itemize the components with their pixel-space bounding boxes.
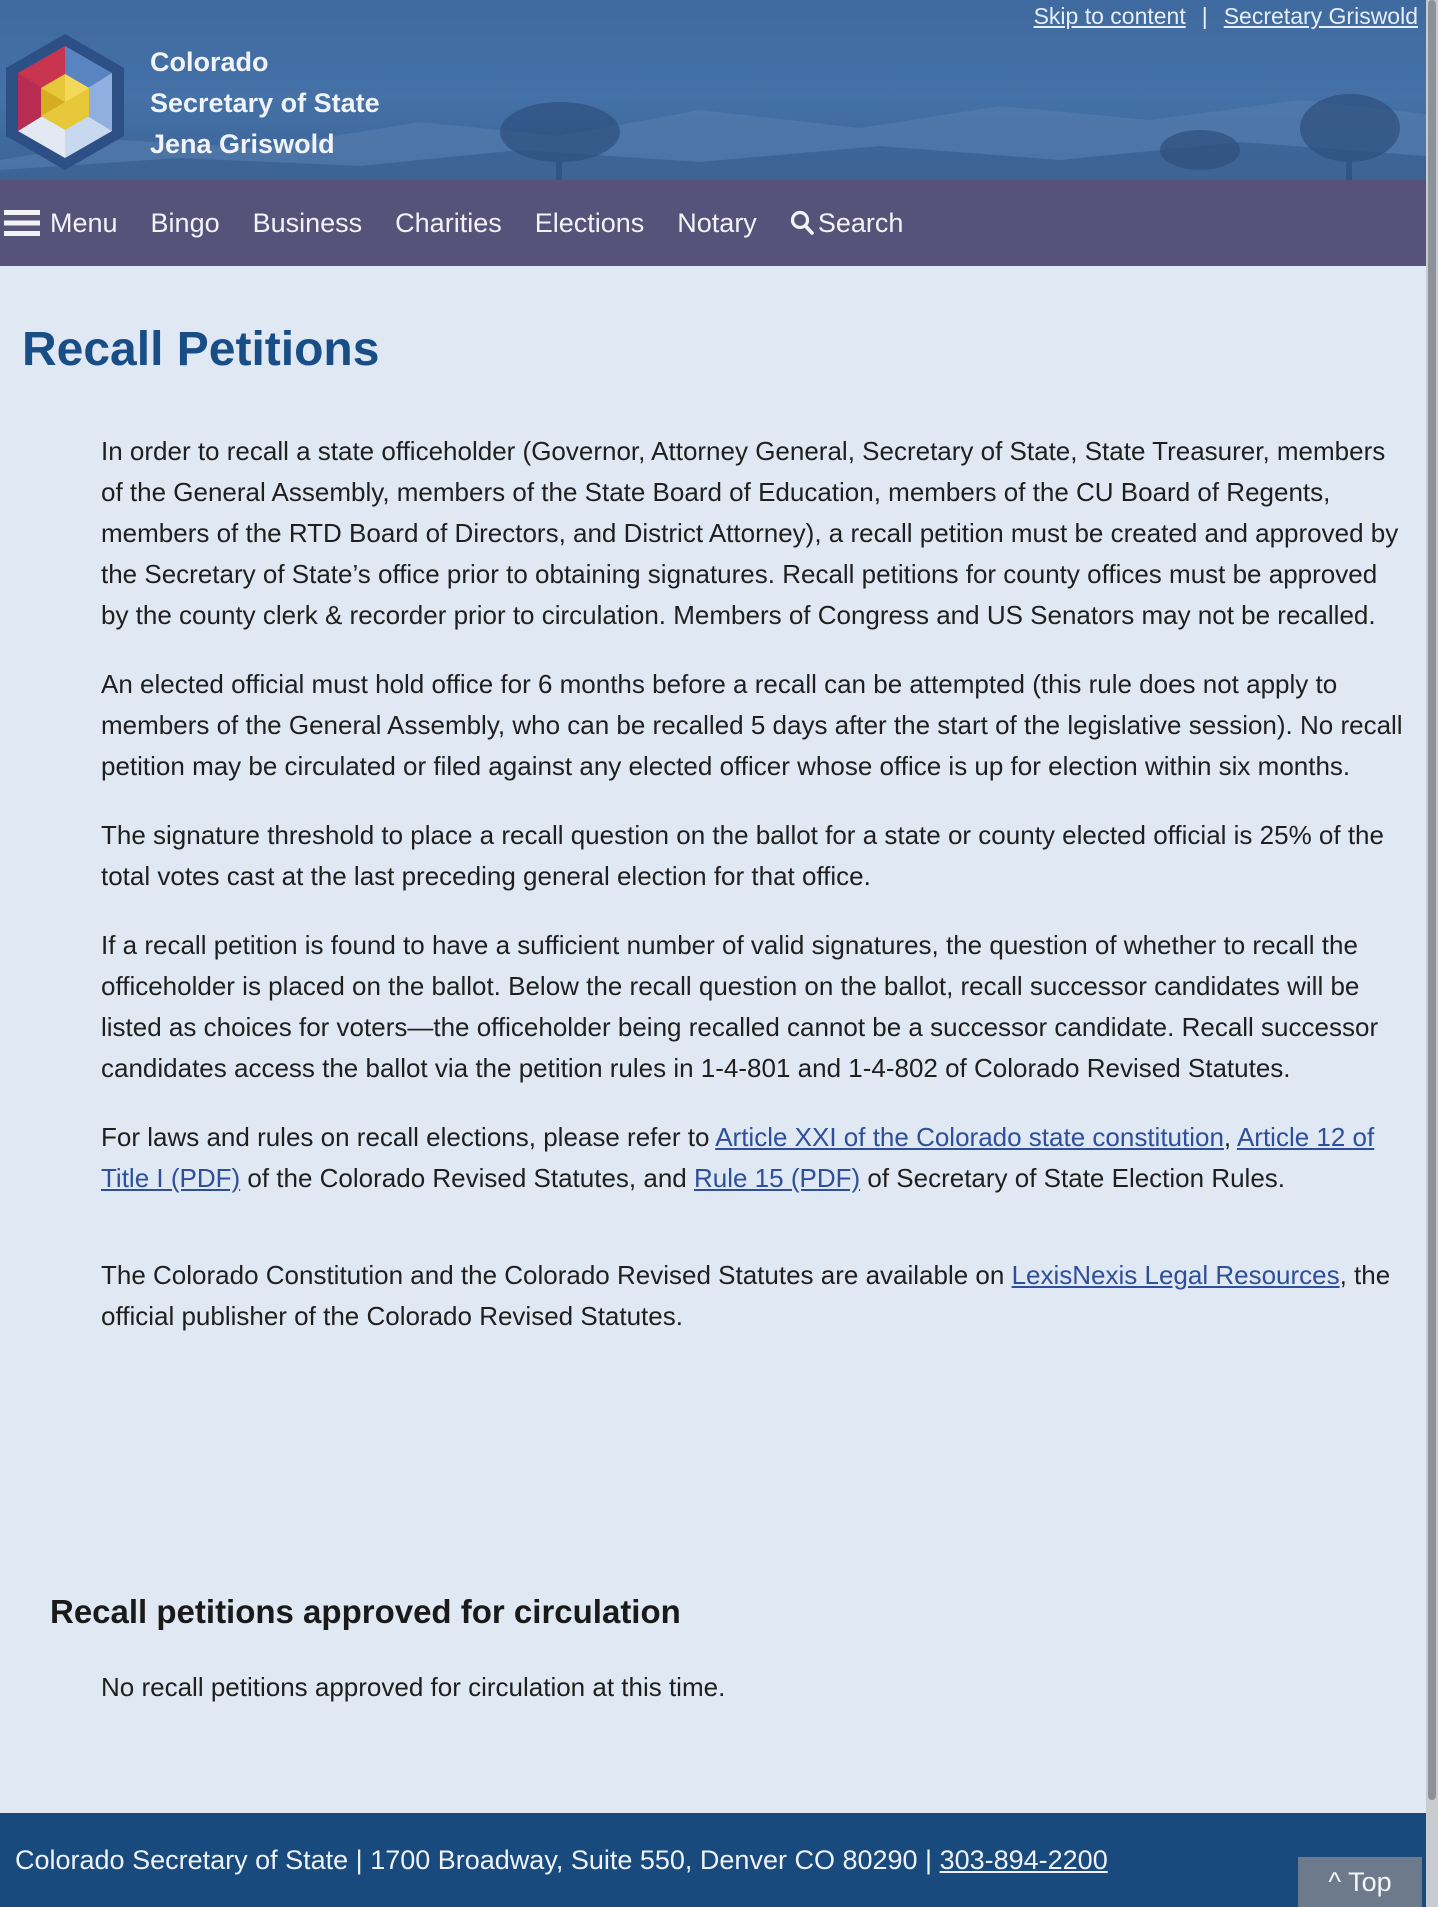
nav-search[interactable] xyxy=(790,180,904,266)
article-xxi-link[interactable]: Article XXI of the Colorado state constitution xyxy=(715,1122,1224,1152)
paragraph-laws-and-rules xyxy=(101,1117,1411,1199)
nav-menu-label: Menu xyxy=(50,207,118,238)
scrollbar-thumb[interactable] xyxy=(1428,0,1436,1800)
brand-office: Secretary of State xyxy=(150,88,380,118)
nav-bingo-label: Bingo xyxy=(150,207,220,238)
laws-text-3: of the Colorado Revised Statutes, and xyxy=(240,1163,694,1193)
utility-separator: | xyxy=(1201,2,1208,29)
nav-bingo[interactable] xyxy=(151,180,220,266)
nav-notary[interactable] xyxy=(677,180,757,266)
brand-official: Jena Griswold xyxy=(150,129,335,159)
rule-15-link[interactable]: Rule 15 (PDF) xyxy=(693,1163,861,1193)
paragraph-office-duration: An elected official must hold office for 6 months before a recall can be attempted (this rule does not apply to members of the General Assembly, who can be recalled 5 days after the start of the legislative session). No recall petition may be circulated or filed against any elected officer whose office is up for election within six months. xyxy=(101,669,1403,781)
secretary-griswold-link[interactable]: Secretary Griswold xyxy=(1223,2,1418,29)
footer-contact xyxy=(15,1845,1108,1876)
nav-search-label: Search xyxy=(817,207,904,238)
colorado-sos-logo xyxy=(2,32,128,172)
nav-business-label: Business xyxy=(252,207,363,238)
paragraph-successor-candidates: If a recall petition is found to have a sufficient number of valid signatures, the question of whether to recall the officeholder is placed on the ballot. Below the recall question on the ballot, recall successor candidates will be listed as choices for voters—the officeholder being recalled cannot be a successor candidate. Recall successor candidates access the ballot via the petition rules in 1-4-801 and 1-4-802 of Colorado Revised Statutes. xyxy=(101,930,1379,1083)
approved-petitions-heading: Recall petitions approved for circulation xyxy=(50,1593,681,1630)
nav-charities-label: Charities xyxy=(395,207,502,238)
laws-text-2: , xyxy=(1223,1122,1237,1152)
site-footer xyxy=(0,1813,1426,1907)
article-body xyxy=(101,431,1411,1365)
brand-state: Colorado xyxy=(150,47,269,77)
page-scrollbar[interactable] xyxy=(1426,0,1438,1907)
lexis-text-2: , the official publisher of the Colorado Revised Statutes. xyxy=(101,1260,1391,1331)
footer-phone-link[interactable]: 303-894-2200 xyxy=(939,1844,1108,1875)
hamburger-icon xyxy=(4,208,40,238)
approved-petitions-status: No recall petitions approved for circulation at this time. xyxy=(101,1672,726,1702)
nav-business[interactable] xyxy=(253,180,363,266)
footer-address: Colorado Secretary of State | 1700 Broadway, Suite 550, Denver CO 80290 | xyxy=(15,1844,940,1875)
nav-menu[interactable] xyxy=(4,180,118,266)
search-icon xyxy=(790,210,814,236)
nav-elections-label: Elections xyxy=(534,207,645,238)
main-nav xyxy=(0,180,1426,266)
back-to-top-button[interactable]: ^ Top xyxy=(1298,1857,1422,1907)
page-title: Recall Petitions xyxy=(22,323,380,376)
nav-elections[interactable] xyxy=(535,180,645,266)
paragraph-lexisnexis xyxy=(101,1255,1411,1337)
lexis-text-1: The Colorado Constitution and the Colorado Revised Statutes are available on xyxy=(101,1260,1012,1290)
skip-to-content-link[interactable]: Skip to content xyxy=(1033,2,1186,29)
laws-text-1: For laws and rules on recall elections, please refer to xyxy=(101,1122,716,1152)
article-12-title-1-link[interactable]: Article 12 of Title I (PDF) xyxy=(101,1122,1375,1193)
site-brand xyxy=(150,42,380,165)
utility-links xyxy=(1034,0,1418,32)
lexisnexis-link[interactable]: LexisNexis Legal Resources xyxy=(1011,1260,1340,1290)
paragraph-signature-threshold: The signature threshold to place a recall question on the ballot for a state or county elected official is 25% of the total votes cast at the last preceding general election for that office. xyxy=(101,820,1384,891)
laws-text-4: of Secretary of State Election Rules. xyxy=(860,1163,1286,1193)
nav-charities[interactable] xyxy=(395,180,502,266)
paragraph-recall-overview: In order to recall a state officeholder (Governor, Attorney General, Secretary of State, State Treasurer, members of the General Assembly, members of the State Board of Education, members of the CU Board of Regents, members of the RTD Board of Directors, and District Attorney), a recall petition must be created and approved by the Secretary of State’s office prior to obtaining signatures. Recall petitions for county offices must be approved by the county clerk & recorder prior to circulation. Members of Congress and US Senators may not be recalled. xyxy=(101,436,1399,630)
nav-notary-label: Notary xyxy=(677,207,757,238)
site-header xyxy=(0,0,1426,180)
